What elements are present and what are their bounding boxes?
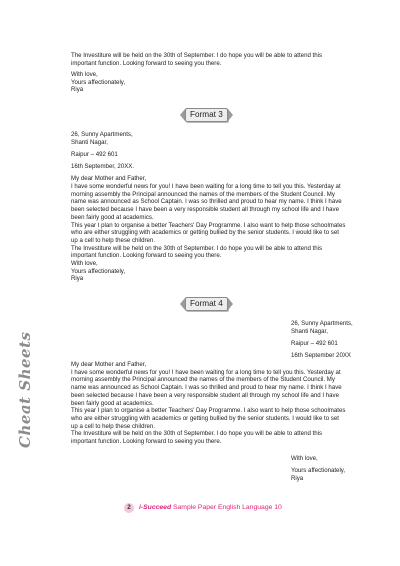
signature-line: Yours affectionately, (291, 467, 346, 475)
salutation: My dear Mother and Father, (71, 175, 147, 183)
body-line: This year I plan to organise a better Teachers' Day Programme. I also want to help those schoolmates (71, 407, 346, 415)
format-4-closing (291, 455, 391, 483)
body-line: morning assembly the Principal announced the names of the members of the Student Council. My (71, 190, 335, 198)
body-line: been fairly good at academics. (71, 213, 154, 221)
letter-date: 16th September 20XX (291, 352, 351, 360)
body-line: been selected because I have been a very responsible student all through my school life and I have (71, 206, 339, 214)
body-line: important function. Looking forward to seeing you there. (71, 59, 222, 67)
address-line: 26, Sunny Apartments, (291, 320, 353, 327)
body-line: important function. Looking forward to seeing you there. (71, 438, 222, 446)
format-3-letter (71, 131, 371, 283)
body-line: name was announced as School Captain. I was so thrilled and proud to hear my name. I think I have (71, 384, 342, 392)
salutation: My dear Mother and Father, (71, 361, 147, 368)
signature-line: Yours affectionately, (71, 267, 126, 275)
body-line: up a cell to help these children. (71, 422, 156, 430)
signature-line: Yours affectionately, (71, 78, 126, 86)
format-4-label: Format 4 (185, 297, 228, 311)
body-line: important function. Looking forward to seeing you there. (71, 252, 222, 260)
format-3-label: Format 3 (185, 108, 228, 122)
body-line: I have some wonderful news for you! I have been waiting for a long time to tell you this. Yesterday at (71, 183, 341, 191)
address-city: Raipur – 492 601 (291, 339, 338, 347)
closing: With love, (291, 455, 318, 462)
address-line: Shanti Nagar, (71, 138, 108, 146)
body-line: been fairly good at academics. (71, 399, 154, 407)
closing: With love, (71, 70, 98, 78)
address-city: Raipur – 492 601 (71, 150, 118, 158)
closing: With love, (71, 260, 98, 268)
format-4-letter (71, 361, 371, 446)
body-line: The Investiture will be held on the 30th of September. I do hope you will be able to attend this (71, 430, 323, 438)
body-line: morning assembly the Principal announced the names of the members of the Student Council. My (71, 376, 335, 384)
cheat-sheets-logo: Cheat Sheets (16, 331, 34, 448)
body-line: been selected because I have been a very responsible student all through my school life and I have (71, 391, 339, 399)
body-line: who are either struggling with academics or getting bullied by the senior students. I would like to set (71, 414, 339, 422)
letter-continuation (71, 52, 371, 94)
sender-name: Riya (291, 474, 304, 482)
address-line: 26, Sunny Apartments, (71, 131, 133, 138)
body-line: The Investiture will be held on the 30th of September. I do hope you will be able to attend this (71, 244, 323, 252)
letter-date: 16th September, 20XX. (71, 163, 135, 171)
page-footer (124, 503, 282, 513)
format-3-badge (180, 108, 233, 122)
body-line: This year I plan to organise a better Teachers' Day Programme. I also want to help those schoolmates (71, 221, 346, 229)
ribbon-right-icon (228, 109, 233, 121)
format-4-address (291, 320, 391, 360)
footer-brand: i-Succeed (139, 504, 172, 512)
body-line: up a cell to help these children. (71, 236, 156, 244)
body-line: The Investiture will be held on the 30th of September. I do hope you will be able to attend this (71, 52, 323, 59)
sender-name: Riya (71, 86, 84, 94)
ribbon-right-icon (228, 298, 233, 310)
address-line: Shanti Nagar, (291, 327, 328, 335)
body-line: who are either struggling with academics or getting bullied by the senior students. I would like to set (71, 229, 339, 237)
page-number: 2 (124, 503, 134, 513)
body-line: I have some wonderful news for you! I have been waiting for a long time to tell you this. Yesterday at (71, 368, 341, 376)
format-4-badge (180, 297, 233, 311)
body-line: name was announced as School Captain. I was so thrilled and proud to hear my name. I think I have (71, 198, 342, 206)
footer-title: Sample Paper English Language 10 (171, 504, 282, 512)
sender-name: Riya (71, 275, 84, 283)
